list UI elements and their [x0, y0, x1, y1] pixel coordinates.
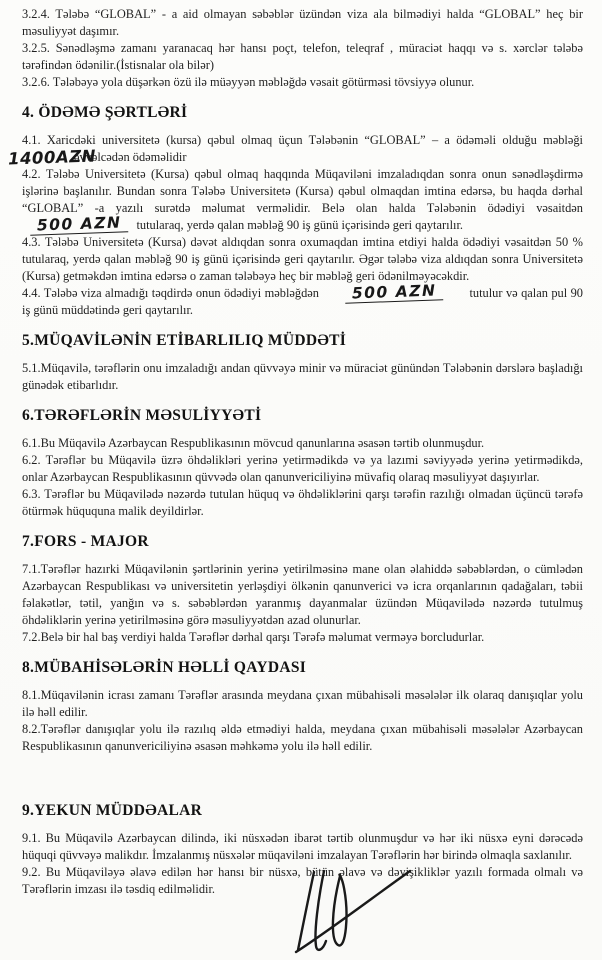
- handwritten-amount: 500 AZN: [30, 216, 129, 235]
- doc-section: [22, 6, 583, 91]
- paragraph: [22, 74, 583, 91]
- text-run: 9.2. Bu Müqaviləyə əlavə edilən hər hansı bir nüsxə, bütün əlavə və dəyişikliklər yazılı formada olmalı və Tərəflərin imzası ilə təsdiq edilməlidir.: [22, 865, 583, 896]
- paragraph: [22, 40, 583, 74]
- text-run: 8.2.Tərəflər danışıqlar yolu ilə razılıq əldə etmədiyi halda, meydana çıxan mübahisəli məsələlər Azərbaycan Respublikasının qanunvericiliyinə əsasən məhkəmə yolu ilə həll edilir.: [22, 722, 583, 753]
- paragraph: [22, 6, 583, 40]
- section-heading: 9.YEKUN MÜDDƏALAR: [22, 802, 203, 819]
- signature: [294, 866, 416, 958]
- paragraph: [22, 234, 583, 285]
- paragraph: [22, 452, 583, 486]
- text-run: 3.2.5. Sənədləşmə zamanı yaranacaq hər hansı poçt, telefon, teleqraf , müraciət haqqı və s. xərclər tələbə tərəfindən ödənilir.(İstisnalar ola bilər): [22, 41, 583, 72]
- handwritten-amount: 500 AZN: [345, 284, 444, 303]
- text-run: 4.4. Tələbə viza almadığı təqdirdə onun ödədiyi məbləğdən: [22, 286, 319, 300]
- text-run: 6.1.Bu Müqavilə Azərbaycan Respublikasının mövcud qanunlarına əsasən tərtib olunmuşdur.: [22, 436, 485, 450]
- section-heading: 8.MÜBAHİSƏLƏRİN HƏLLİ QAYDASI: [22, 659, 307, 676]
- text-run: 6.2. Tərəflər bu Müqavilə üzrə öhdəlikləri yerinə yetirmədikdə və ya lazımi səviyyədə yerinə yetirmədikdə, onlar Azərbaycan Respublikasının qüvvədə olan qanunvericiliyinə müvafiq olaraq məsuliyyət daşıyırlar.: [22, 453, 583, 484]
- text-run: tutularaq, yerdə qalan məbləğ 90 iş günü içərisində geri qaytarılır.: [136, 218, 463, 232]
- text-run: 3.2.6. Tələbəyə yola düşərkən özü ilə müəyyən məbləğdə vəsait götürməsi tövsiyyə olunur.: [22, 75, 475, 89]
- paragraph: [22, 830, 583, 864]
- text-run: 7.1.Tərəflər hazırki Müqavilənin şərtlərinin yerinə yetirilməsinə mane olan əlahiddə səbəblərdən, o cümlədən Azərbaycan Respublikası və universitetin yerləşdiyi ölkənin qanunverici və icra orqanlarının qadağaları, təbii fəlakətlər, tətil, yanğın və s. səbəblərdən yaranmış dayanmalar üzündən Müqavilədə nəzərdə tutulmuş öhdəliklərin yerinə yetirilməsinə görə məsuliyyətdən azad olunurlar.: [22, 562, 583, 627]
- text-run: 4.3. Tələbə Universitetə (Kursa) dəvət aldıqdan sonra oxumaqdan imtina etdiyi halda ödədiyi vəsaitdən 50 % tutularaq, yerdə qalan məbləğ 90 iş günü içərisində geri qaytarılır. Əgər tələbə viza aldıqdan sonra Universitetə (Kursa) getməkdən imtina edərsə o zaman tələbəyə heç bir məbləğ geri ödənilməyəcəkdir.: [22, 235, 583, 283]
- paragraph: [22, 721, 583, 755]
- doc-section: [22, 331, 583, 394]
- paragraph: [7, 132, 583, 169]
- text-run: 4.1. Xaricdəki universitetə (kursa) qəbul olmaq üçun Tələbənin “GLOBAL” – a ödəməli olduğu məbləği: [22, 133, 583, 147]
- text-run: 6.3. Tərəflər bu Müqavilədə nəzərdə tutulan hüquq və öhdəliklərini qarşı tərəfin razılığı olmadan üçüncü tərəfə ötürmək hüququna malik deyildirlər.: [22, 487, 583, 518]
- paragraph: [22, 435, 583, 452]
- paragraph: [22, 360, 583, 394]
- paragraph: [22, 486, 583, 520]
- text-run: 4.2. Tələbə Universitetə (Kursa) qəbul olmaq haqqında Müqaviləni imzaladıqdan sonra onun sənədləşdirmə işlərinə başlanılır. Bundan sonra Tələbə Universitetə (Kursa) qəbul olmaqdan imtina edərsə, bu haqda dərhal “GLOBAL” -a yazılı surətdə məlumat verməlidir. Belə olan halda Tələbənin ödədiyi vəsaitdən: [22, 167, 583, 215]
- doc-section: [22, 406, 583, 520]
- paragraph: [22, 629, 583, 646]
- paragraph: [22, 687, 583, 721]
- section-heading: 6.TƏRƏFLƏRİN MƏSULİYYƏTİ: [22, 407, 262, 424]
- text-run: 5.1.Müqavilə, tərəflərin onu imzaladığı andan qüvvəyə minir və müraciət günündən Tələbənin dərslərə başladığı günədək etibarlıdır.: [22, 361, 583, 392]
- doc-section: [22, 532, 583, 646]
- section-heading: 7.FORS - MAJOR: [22, 533, 149, 550]
- paragraph: [22, 561, 583, 629]
- text-run: əvvəlcədən ödəməlidir: [73, 150, 187, 164]
- text-run: 7.2.Belə bir hal baş verdiyi halda Tərəflər dərhal qarşı Tərəfə məlumat verməyə borcludurlar.: [22, 630, 485, 644]
- document-body: [7, 6, 583, 898]
- paragraph: [22, 281, 583, 319]
- doc-section: [7, 103, 583, 319]
- section-heading: 4. ÖDƏMƏ ŞƏRTLƏRİ: [22, 104, 188, 121]
- text-run: 9.1. Bu Müqavilə Azərbaycan dilində, iki nüsxədən ibarət tərtib olunmuşdur və hər iki nüsxə eyni dərəcədə hüquqi qüvvəyə malikdır. İmzalanmış nüsxələr müqaviləni imzalayan Tərəflərin hər birində olmaqla saxlanılır.: [22, 831, 583, 862]
- handwritten-amount: 1400AZN: [7, 146, 97, 169]
- signature-ink-icon: [294, 866, 416, 958]
- doc-section: [22, 658, 583, 755]
- text-run: tutulur və qalan pul 90 iş günü müddətində geri qaytarılır.: [22, 286, 583, 317]
- text-run: 8.1.Müqavilənin icrası zamanı Tərəflər arasında meydana çıxan mübahisəli məsələlər ilk olaraq danışıqlar yolu ilə həll edilir.: [22, 688, 583, 719]
- text-run: 3.2.4. Tələbə “GLOBAL” - a aid olmayan səbəblər üzündən viza ala bilmədiyi halda “GLOBAL” heç bir məsuliyyət daşımır.: [22, 7, 583, 38]
- section-heading: 5.MÜQAVİLƏNİN ETİBARLILIQ MÜDDƏTİ: [22, 332, 347, 349]
- paragraph: [22, 166, 583, 234]
